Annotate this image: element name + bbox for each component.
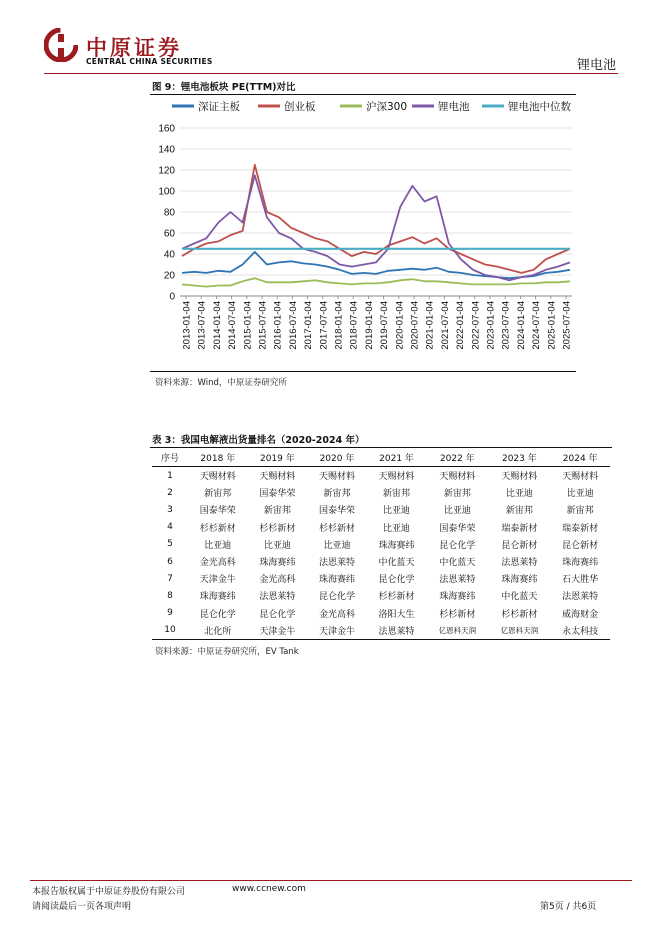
col-header: 2023 年	[488, 448, 550, 467]
col-header: 2020 年	[307, 448, 367, 467]
company-cell: 比亚迪	[383, 506, 411, 517]
col-header: 序号	[152, 448, 188, 467]
legend-label: 深证主板	[198, 101, 240, 113]
company-cell: 天赐材料	[199, 472, 236, 483]
chart-series	[182, 165, 570, 287]
company-cell: 法恩莱特	[439, 575, 476, 586]
x-tick-label: 2016-01-04	[272, 301, 284, 350]
chart-axes	[158, 124, 572, 350]
x-tick-label: 2017-07-04	[318, 301, 330, 350]
company-cell: 昆仑化学	[439, 540, 476, 551]
rank-cell: 10	[152, 622, 188, 640]
company-cell: 天赐材料	[259, 472, 296, 483]
series-line-0	[182, 252, 570, 278]
company-cell: 亿恩科天润	[426, 622, 488, 640]
company-cell: 新宙邦	[323, 489, 351, 500]
company-cell: 新宙邦	[443, 489, 471, 500]
x-tick-label: 2013-07-04	[196, 301, 208, 350]
company-cell: 昆仑化学	[259, 609, 296, 620]
company-cell: 法恩莱特	[562, 592, 599, 603]
company-cell: 比亚迪	[566, 489, 594, 500]
company-cell: 昆仑化学	[378, 575, 415, 586]
company-cell: 天津金牛	[248, 622, 308, 640]
rank-cell: 2	[167, 487, 173, 498]
x-tick-label: 2014-07-04	[227, 301, 239, 350]
y-tick-label: 160	[158, 123, 175, 135]
table-row	[152, 467, 610, 485]
table-title: 表 3：我国电解液出货量排名（2020-2024 年）	[152, 435, 365, 446]
legend-label: 创业板	[284, 101, 316, 113]
table-row	[152, 570, 610, 587]
y-tick-label: 40	[163, 249, 175, 261]
x-tick-label: 2020-07-04	[409, 301, 421, 350]
company-cell: 天津金牛	[307, 622, 367, 640]
company-cell: 中化蓝天	[378, 558, 415, 569]
table-row	[152, 605, 610, 622]
company-cell: 金光高科	[318, 609, 355, 620]
company-cell: 比亚迪	[204, 540, 232, 551]
company-cell: 新宙邦	[204, 489, 232, 500]
company-cell: 珠海赛纬	[199, 592, 236, 603]
col-header: 2024 年	[550, 448, 610, 467]
table-row	[152, 587, 610, 604]
x-tick-label: 2023-01-04	[485, 301, 497, 350]
company-cell: 金光高科	[199, 558, 236, 569]
brand-name-en: CENTRAL CHINA SECURITIES	[86, 57, 213, 66]
y-tick-label: 120	[158, 165, 175, 177]
company-cell: 珠海赛纬	[259, 558, 296, 569]
col-header: 2019 年	[248, 448, 308, 467]
x-tick-label: 2018-07-04	[348, 301, 360, 350]
table-row	[152, 553, 610, 570]
x-tick-label: 2019-07-04	[379, 301, 391, 350]
company-cell: 中化蓝天	[439, 558, 476, 569]
company-cell: 瑞泰新材	[562, 523, 599, 534]
x-tick-label: 2016-07-04	[287, 301, 299, 350]
company-cell: 昆仑化学	[199, 609, 236, 620]
header-divider	[44, 73, 618, 74]
legend-label: 沪深300	[366, 101, 408, 113]
footer-disclaimer: 请阅读最后一页各项声明	[32, 902, 132, 912]
brand-name-cn: 中原证券	[86, 35, 182, 60]
legend-label: 锂电池中位数	[508, 101, 571, 113]
x-tick-label: 2015-07-04	[257, 301, 269, 350]
company-cell: 珠海赛纬	[439, 592, 476, 603]
company-cell: 亿恩科天润	[488, 622, 550, 640]
company-cell: 石大胜华	[562, 575, 599, 586]
figure-bottom-rule	[150, 371, 576, 372]
table-row	[152, 622, 610, 640]
x-tick-label: 2013-01-04	[181, 301, 193, 350]
company-cell: 新宙邦	[263, 506, 291, 517]
series-line-1	[182, 165, 570, 273]
pe-ttm-line-chart	[150, 100, 576, 370]
company-cell: 珠海赛纬	[378, 540, 415, 551]
rank-cell: 7	[167, 573, 173, 584]
x-tick-label: 2025-07-04	[561, 301, 573, 350]
x-tick-label: 2015-01-04	[242, 301, 254, 350]
company-cell: 珠海赛纬	[318, 575, 355, 586]
rank-cell: 9	[167, 608, 173, 619]
table-source: 资料来源：中原证券研究所，EV Tank	[155, 647, 299, 657]
company-cell: 昆仑化学	[318, 592, 355, 603]
company-cell: 威海财金	[562, 609, 599, 620]
section-title: 锂电池	[576, 58, 616, 73]
company-cell: 法恩莱特	[259, 592, 296, 603]
company-cell: 比亚迪	[505, 489, 533, 500]
footer-url[interactable]: www.ccnew.com	[232, 884, 306, 894]
rank-cell: 1	[167, 470, 173, 481]
col-header: 2018 年	[188, 448, 248, 467]
table-row	[152, 536, 610, 553]
company-cell: 永太科技	[550, 622, 610, 640]
company-cell: 杉杉新材	[259, 523, 296, 534]
company-cell: 杉杉新材	[378, 592, 415, 603]
company-cell: 天赐材料	[501, 472, 538, 483]
x-tick-label: 2021-01-04	[424, 301, 436, 350]
table-header-row	[152, 448, 610, 467]
company-cell: 天津金牛	[199, 575, 236, 586]
y-tick-label: 100	[158, 186, 175, 198]
company-cell: 洛阳大生	[378, 609, 415, 620]
company-cell: 比亚迪	[383, 523, 411, 534]
chart-legend	[172, 100, 571, 113]
figure-title: 图 9：锂电池板块 PE(TTM)对比	[152, 82, 296, 93]
rank-cell: 8	[167, 590, 173, 601]
company-cell: 杉杉新材	[318, 523, 355, 534]
company-cell: 天赐材料	[439, 472, 476, 483]
figure-source: 资料来源：Wind，中原证券研究所	[155, 378, 287, 388]
legend-label: 锂电池	[438, 101, 470, 113]
x-tick-label: 2017-01-04	[303, 301, 315, 350]
company-cell: 杉杉新材	[501, 609, 538, 620]
rank-cell: 3	[167, 504, 173, 515]
x-tick-label: 2022-07-04	[470, 301, 482, 350]
y-tick-label: 20	[163, 270, 175, 282]
company-cell: 比亚迪	[263, 540, 291, 551]
company-cell: 国泰华荣	[318, 506, 355, 517]
table-row	[152, 519, 610, 536]
company-cell: 法恩莱特	[318, 558, 355, 569]
company-cell: 瑞泰新材	[501, 523, 538, 534]
y-tick-label: 0	[169, 291, 175, 303]
x-tick-label: 2022-01-04	[455, 301, 467, 350]
company-cell: 天赐材料	[378, 472, 415, 483]
footer-divider	[30, 880, 632, 881]
company-cell: 杉杉新材	[439, 609, 476, 620]
y-tick-label: 140	[158, 144, 175, 156]
company-cell: 国泰华荣	[259, 489, 296, 500]
brand-logo-icon	[44, 28, 78, 62]
company-cell: 新宙邦	[505, 506, 533, 517]
electrolyte-ranking-table	[152, 448, 610, 640]
company-cell: 天赐材料	[562, 472, 599, 483]
company-cell: 昆仑新材	[501, 540, 538, 551]
table-row	[152, 501, 610, 518]
y-tick-label: 80	[163, 207, 175, 219]
x-tick-label: 2024-01-04	[515, 301, 527, 350]
x-tick-label: 2021-07-04	[439, 301, 451, 350]
rank-cell: 5	[167, 539, 173, 550]
company-cell: 国泰华荣	[439, 523, 476, 534]
rank-cell: 4	[167, 522, 173, 533]
rank-cell: 6	[167, 556, 173, 567]
company-cell: 珠海赛纬	[501, 575, 538, 586]
x-tick-label: 2023-07-04	[500, 301, 512, 350]
x-tick-label: 2018-01-04	[333, 301, 345, 350]
company-cell: 比亚迪	[323, 540, 351, 551]
x-tick-label: 2020-01-04	[394, 301, 406, 350]
company-cell: 国泰华荣	[199, 506, 236, 517]
company-cell: 昆仑新材	[562, 540, 599, 551]
table-row	[152, 484, 610, 501]
company-cell: 中化蓝天	[501, 592, 538, 603]
company-cell: 新宙邦	[566, 506, 594, 517]
company-cell: 金光高科	[259, 575, 296, 586]
figure-title-rule	[150, 94, 576, 95]
company-cell: 法恩莱特	[367, 622, 427, 640]
company-cell: 比亚迪	[443, 506, 471, 517]
footer-page-number: 第5页 / 共6页	[540, 902, 597, 912]
company-cell: 法恩莱特	[501, 558, 538, 569]
company-cell: 杉杉新材	[199, 523, 236, 534]
x-tick-label: 2019-01-04	[363, 301, 375, 350]
company-cell: 珠海赛纬	[562, 558, 599, 569]
footer-copyright: 本报告版权属于中原证券股份有限公司	[32, 887, 186, 897]
y-tick-label: 60	[163, 228, 175, 240]
col-header: 2021 年	[367, 448, 427, 467]
x-tick-label: 2014-01-04	[211, 301, 223, 350]
company-cell: 新宙邦	[383, 489, 411, 500]
company-cell: 北化所	[188, 622, 248, 640]
x-tick-label: 2024-07-04	[531, 301, 543, 350]
company-cell: 天赐材料	[318, 472, 355, 483]
col-header: 2022 年	[426, 448, 488, 467]
x-tick-label: 2025-01-04	[546, 301, 558, 350]
